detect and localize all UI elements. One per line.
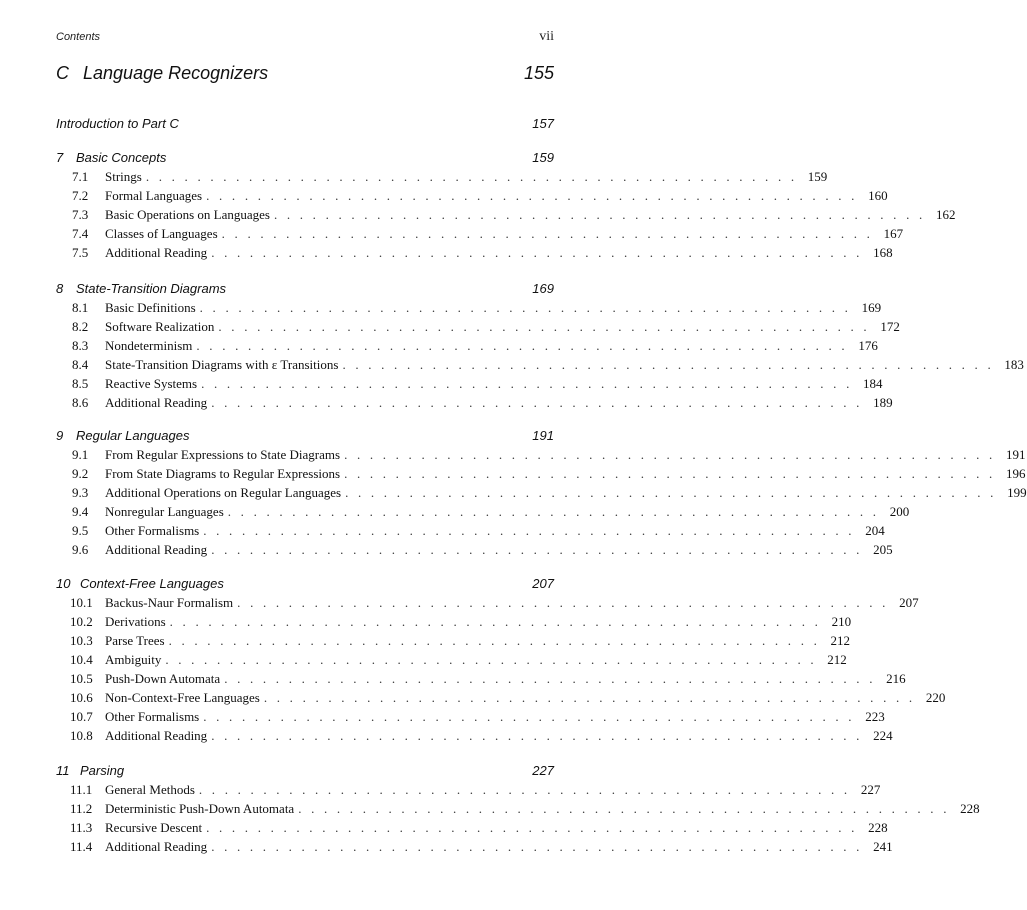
section-number: 8.3 [72,338,89,353]
section-title: Basic Operations on Languages [105,207,270,222]
section-number: 10.1 [70,595,93,610]
chapter-8 [56,279,1024,412]
section-entry [56,502,910,521]
section-page-number: 224 [873,728,893,743]
section-page-number: 168 [873,245,893,260]
section-title: State-Transition Diagrams with ε Transitions [105,357,339,372]
section-page-number: 184 [863,376,883,391]
section-number: 8.2 [72,319,89,334]
chapter-heading [56,761,554,780]
section-title: Ambiguity [105,652,162,667]
dot-leader: . . . . . . . . . . . . . . . . . . . . . . . . . . . . . . . . . . . . . . . . . . . . . . . . . . . [218,319,870,334]
dot-leader: . . . . . . . . . . . . . . . . . . . . . . . . . . . . . . . . . . . . . . . . . . . . . . . . . . . [203,523,855,538]
section-title: Additional Reading [105,728,208,743]
dot-leader: . . . . . . . . . . . . . . . . . . . . . . . . . . . . . . . . . . . . . . . . . . . . . . . . . . . [263,690,916,705]
section-entry [56,483,1027,502]
section-number: 7.5 [72,245,89,260]
section-entry [56,521,885,540]
chapter-10 [56,574,946,745]
intro-page-number: 157 [532,116,554,131]
section-number: 7.4 [72,226,89,241]
section-title: Additional Reading [105,245,208,260]
section-entry [56,224,904,243]
section-entry [56,612,852,631]
section-page-number: 160 [868,188,888,203]
dot-leader: . . . . . . . . . . . . . . . . . . . . . . . . . . . . . . . . . . . . . . . . . . . . . . . . . . . [273,207,926,222]
chapter-number: 7 [56,150,64,165]
chapter-page-number: 227 [532,763,554,778]
section-page-number: 228 [868,820,888,835]
dot-leader: . . . . . . . . . . . . . . . . . . . . . . . . . . . . . . . . . . . . . . . . . . . . . . . . . . . [199,300,852,315]
section-entry [56,464,1026,483]
chapter-title: Basic Concepts [76,150,167,165]
section-entry [56,393,893,412]
section-entry [56,837,893,856]
section-page-number: 191 [1006,447,1026,462]
dot-leader: . . . . . . . . . . . . . . . . . . . . . . . . . . . . . . . . . . . . . . . . . . . . . . . . . . . [298,801,950,816]
chapter-title: Parsing [80,763,125,778]
section-entry [56,799,980,818]
chapter-title: State-Transition Diagrams [76,281,227,296]
section-page-number: 205 [873,542,893,557]
section-entry [56,205,956,224]
dot-leader: . . . . . . . . . . . . . . . . . . . . . . . . . . . . . . . . . . . . . . . . . . . . . . . . . . . [145,169,798,184]
intro-title: Introduction to Part C [56,116,179,131]
section-entry [56,167,828,186]
section-number: 11.3 [70,820,93,835]
section-entry [56,726,893,745]
section-number: 8.4 [72,357,89,372]
section-title: Strings [105,169,142,184]
chapter-number: 11 [56,763,70,778]
chapter-page-number: 207 [532,576,554,591]
section-number: 11.2 [70,801,93,816]
section-title: Deterministic Push-Down Automata [105,801,295,816]
section-title: From Regular Expressions to State Diagrams [105,447,341,462]
section-title: From State Diagrams to Regular Expressions [105,466,341,481]
section-title: Additional Reading [105,542,208,557]
chapter-page-number: 191 [532,428,554,443]
dot-leader: . . . . . . . . . . . . . . . . . . . . . . . . . . . . . . . . . . . . . . . . . . . . . . . . . . . [345,485,997,500]
section-page-number: 159 [807,169,828,184]
chapter-7 [56,148,956,262]
dot-leader: . . . . . . . . . . . . . . . . . . . . . . . . . . . . . . . . . . . . . . . . . . . . . . . . . . . [211,542,863,557]
section-number: 10.8 [70,728,93,743]
section-entry [56,298,882,317]
part-title: Language Recognizers [83,63,269,83]
section-page-number: 204 [865,523,885,538]
section-page-number: 210 [831,614,852,629]
chapter-heading [56,148,554,167]
chapter-11 [56,761,980,856]
section-title: Recursive Descent [105,820,203,835]
running-header-page-number: vii [539,29,554,44]
section-title: Nondeterminism [105,338,193,353]
section-number: 10.7 [70,709,93,724]
chapter-title: Regular Languages [76,428,190,443]
section-title: Basic Definitions [105,300,196,315]
dot-leader: . . . . . . . . . . . . . . . . . . . . . . . . . . . . . . . . . . . . . . . . . . . . . . . . . . . [227,504,880,519]
dot-leader: . . . . . . . . . . . . . . . . . . . . . . . . . . . . . . . . . . . . . . . . . . . . . . . . . . . [237,595,889,610]
section-page-number: 228 [960,801,980,816]
section-page-number: 216 [886,671,906,686]
dot-leader: . . . . . . . . . . . . . . . . . . . . . . . . . . . . . . . . . . . . . . . . . . . . . . . . . . . [196,338,848,353]
section-page-number: 162 [935,207,956,222]
section-title: Additional Reading [105,839,208,854]
dot-leader: . . . . . . . . . . . . . . . . . . . . . . . . . . . . . . . . . . . . . . . . . . . . . . . . . . . [206,188,858,203]
chapter-heading [56,279,554,298]
section-title: Other Formalisms [105,523,200,538]
section-page-number: 200 [889,504,910,519]
section-entry [56,631,851,650]
section-entry [56,593,919,612]
section-number: 10.2 [70,614,93,629]
section-number: 10.5 [70,671,93,686]
chapter-heading [56,426,554,445]
section-page-number: 169 [861,300,882,315]
dot-leader: . . . . . . . . . . . . . . . . . . . . . . . . . . . . . . . . . . . . . . . . . . . . . . . . . . . [203,709,855,724]
section-page-number: 199 [1007,485,1027,500]
dot-leader: . . . . . . . . . . . . . . . . . . . . . . . . . . . . . . . . . . . . . . . . . . . . . . . . . . . [211,395,863,410]
section-entry [56,445,1026,464]
section-entry [56,374,883,393]
part-page-number: 155 [523,63,554,83]
section-title: Software Realization [105,319,215,334]
dot-leader: . . . . . . . . . . . . . . . . . . . . . . . . . . . . . . . . . . . . . . . . . . . . . . . . . . . [169,614,822,629]
section-title: Additional Reading [105,395,208,410]
chapter-number: 8 [56,281,64,296]
section-page-number: 183 [1004,357,1024,372]
section-entry [56,186,888,205]
section-title: Push-Down Automata [105,671,221,686]
chapter-number: 9 [56,428,64,443]
section-title: Formal Languages [105,188,203,203]
section-number: 11.4 [70,839,93,854]
section-page-number: 189 [873,395,893,410]
section-number: 9.1 [72,447,89,462]
section-entry [56,243,893,262]
section-page-number: 167 [883,226,904,241]
section-title: General Methods [105,782,195,797]
section-title: Derivations [105,614,166,629]
chapter-9 [56,426,1027,559]
section-number: 10.4 [70,652,93,667]
chapter-title: Context-Free Languages [80,576,224,591]
section-number: 10.6 [70,690,93,705]
section-number: 7.1 [72,169,89,184]
section-entry [56,780,881,799]
part-heading [56,63,554,89]
section-number: 9.5 [72,523,89,538]
dot-leader: . . . . . . . . . . . . . . . . . . . . . . . . . . . . . . . . . . . . . . . . . . . . . . . . . . . [221,226,874,241]
part-letter: C [56,63,69,83]
section-page-number: 212 [830,633,851,648]
section-number: 7.2 [72,188,89,203]
dot-leader: . . . . . . . . . . . . . . . . . . . . . . . . . . . . . . . . . . . . . . . . . . . . . . . . . . . [211,839,863,854]
section-page-number: 196 [1006,466,1026,481]
section-entry [56,707,885,726]
dot-leader: . . . . . . . . . . . . . . . . . . . . . . . . . . . . . . . . . . . . . . . . . . . . . . . . . . . [168,633,821,648]
running-header-section: Contents [56,31,101,43]
section-entry [56,650,847,669]
intro-entry [56,116,554,134]
section-number: 9.6 [72,542,89,557]
section-number: 11.1 [70,782,93,797]
section-number: 8.1 [72,300,89,315]
section-page-number: 207 [899,595,919,610]
section-entry [56,317,900,336]
chapter-page-number: 159 [532,150,554,165]
section-entry [56,818,888,837]
section-number: 9.2 [72,466,89,481]
dot-leader: . . . . . . . . . . . . . . . . . . . . . . . . . . . . . . . . . . . . . . . . . . . . . . . . . . . [344,466,996,481]
section-number: 8.6 [72,395,89,410]
chapter-heading [56,574,554,593]
section-number: 9.3 [72,485,89,500]
section-page-number: 220 [925,690,946,705]
section-entry [56,688,946,707]
section-number: 8.5 [72,376,89,391]
dot-leader: . . . . . . . . . . . . . . . . . . . . . . . . . . . . . . . . . . . . . . . . . . . . . . . . . . . [165,652,817,667]
section-number: 9.4 [72,504,89,519]
section-title: Additional Operations on Regular Languages [105,485,342,500]
chapter-number: 10 [56,576,71,591]
dot-leader: . . . . . . . . . . . . . . . . . . . . . . . . . . . . . . . . . . . . . . . . . . . . . . . . . . . [224,671,876,686]
section-entry [56,669,906,688]
dot-leader: . . . . . . . . . . . . . . . . . . . . . . . . . . . . . . . . . . . . . . . . . . . . . . . . . . . [206,820,858,835]
section-page-number: 176 [858,338,878,353]
section-page-number: 212 [827,652,847,667]
section-entry [56,540,893,559]
section-title: Nonregular Languages [105,504,224,519]
section-entry [56,336,878,355]
section-title: Backus-Naur Formalism [105,595,234,610]
dot-leader: . . . . . . . . . . . . . . . . . . . . . . . . . . . . . . . . . . . . . . . . . . . . . . . . . . . [211,728,863,743]
section-title: Non-Context-Free Languages [105,690,260,705]
section-title: Parse Trees [105,633,165,648]
dot-leader: . . . . . . . . . . . . . . . . . . . . . . . . . . . . . . . . . . . . . . . . . . . . . . . . . . . [342,357,994,372]
dot-leader: . . . . . . . . . . . . . . . . . . . . . . . . . . . . . . . . . . . . . . . . . . . . . . . . . . . [344,447,996,462]
section-entry [56,355,1024,374]
section-page-number: 172 [880,319,900,334]
section-number: 7.3 [72,207,89,222]
dot-leader: . . . . . . . . . . . . . . . . . . . . . . . . . . . . . . . . . . . . . . . . . . . . . . . . . . . [198,782,851,797]
section-title: Other Formalisms [105,709,200,724]
section-title: Classes of Languages [105,226,218,241]
chapter-page-number: 169 [532,281,554,296]
section-number: 10.3 [70,633,93,648]
section-title: Reactive Systems [105,376,198,391]
dot-leader: . . . . . . . . . . . . . . . . . . . . . . . . . . . . . . . . . . . . . . . . . . . . . . . . . . . [211,245,863,260]
section-page-number: 223 [865,709,885,724]
section-page-number: 241 [873,839,893,854]
dot-leader: . . . . . . . . . . . . . . . . . . . . . . . . . . . . . . . . . . . . . . . . . . . . . . . . . . . [201,376,853,391]
section-page-number: 227 [860,782,881,797]
